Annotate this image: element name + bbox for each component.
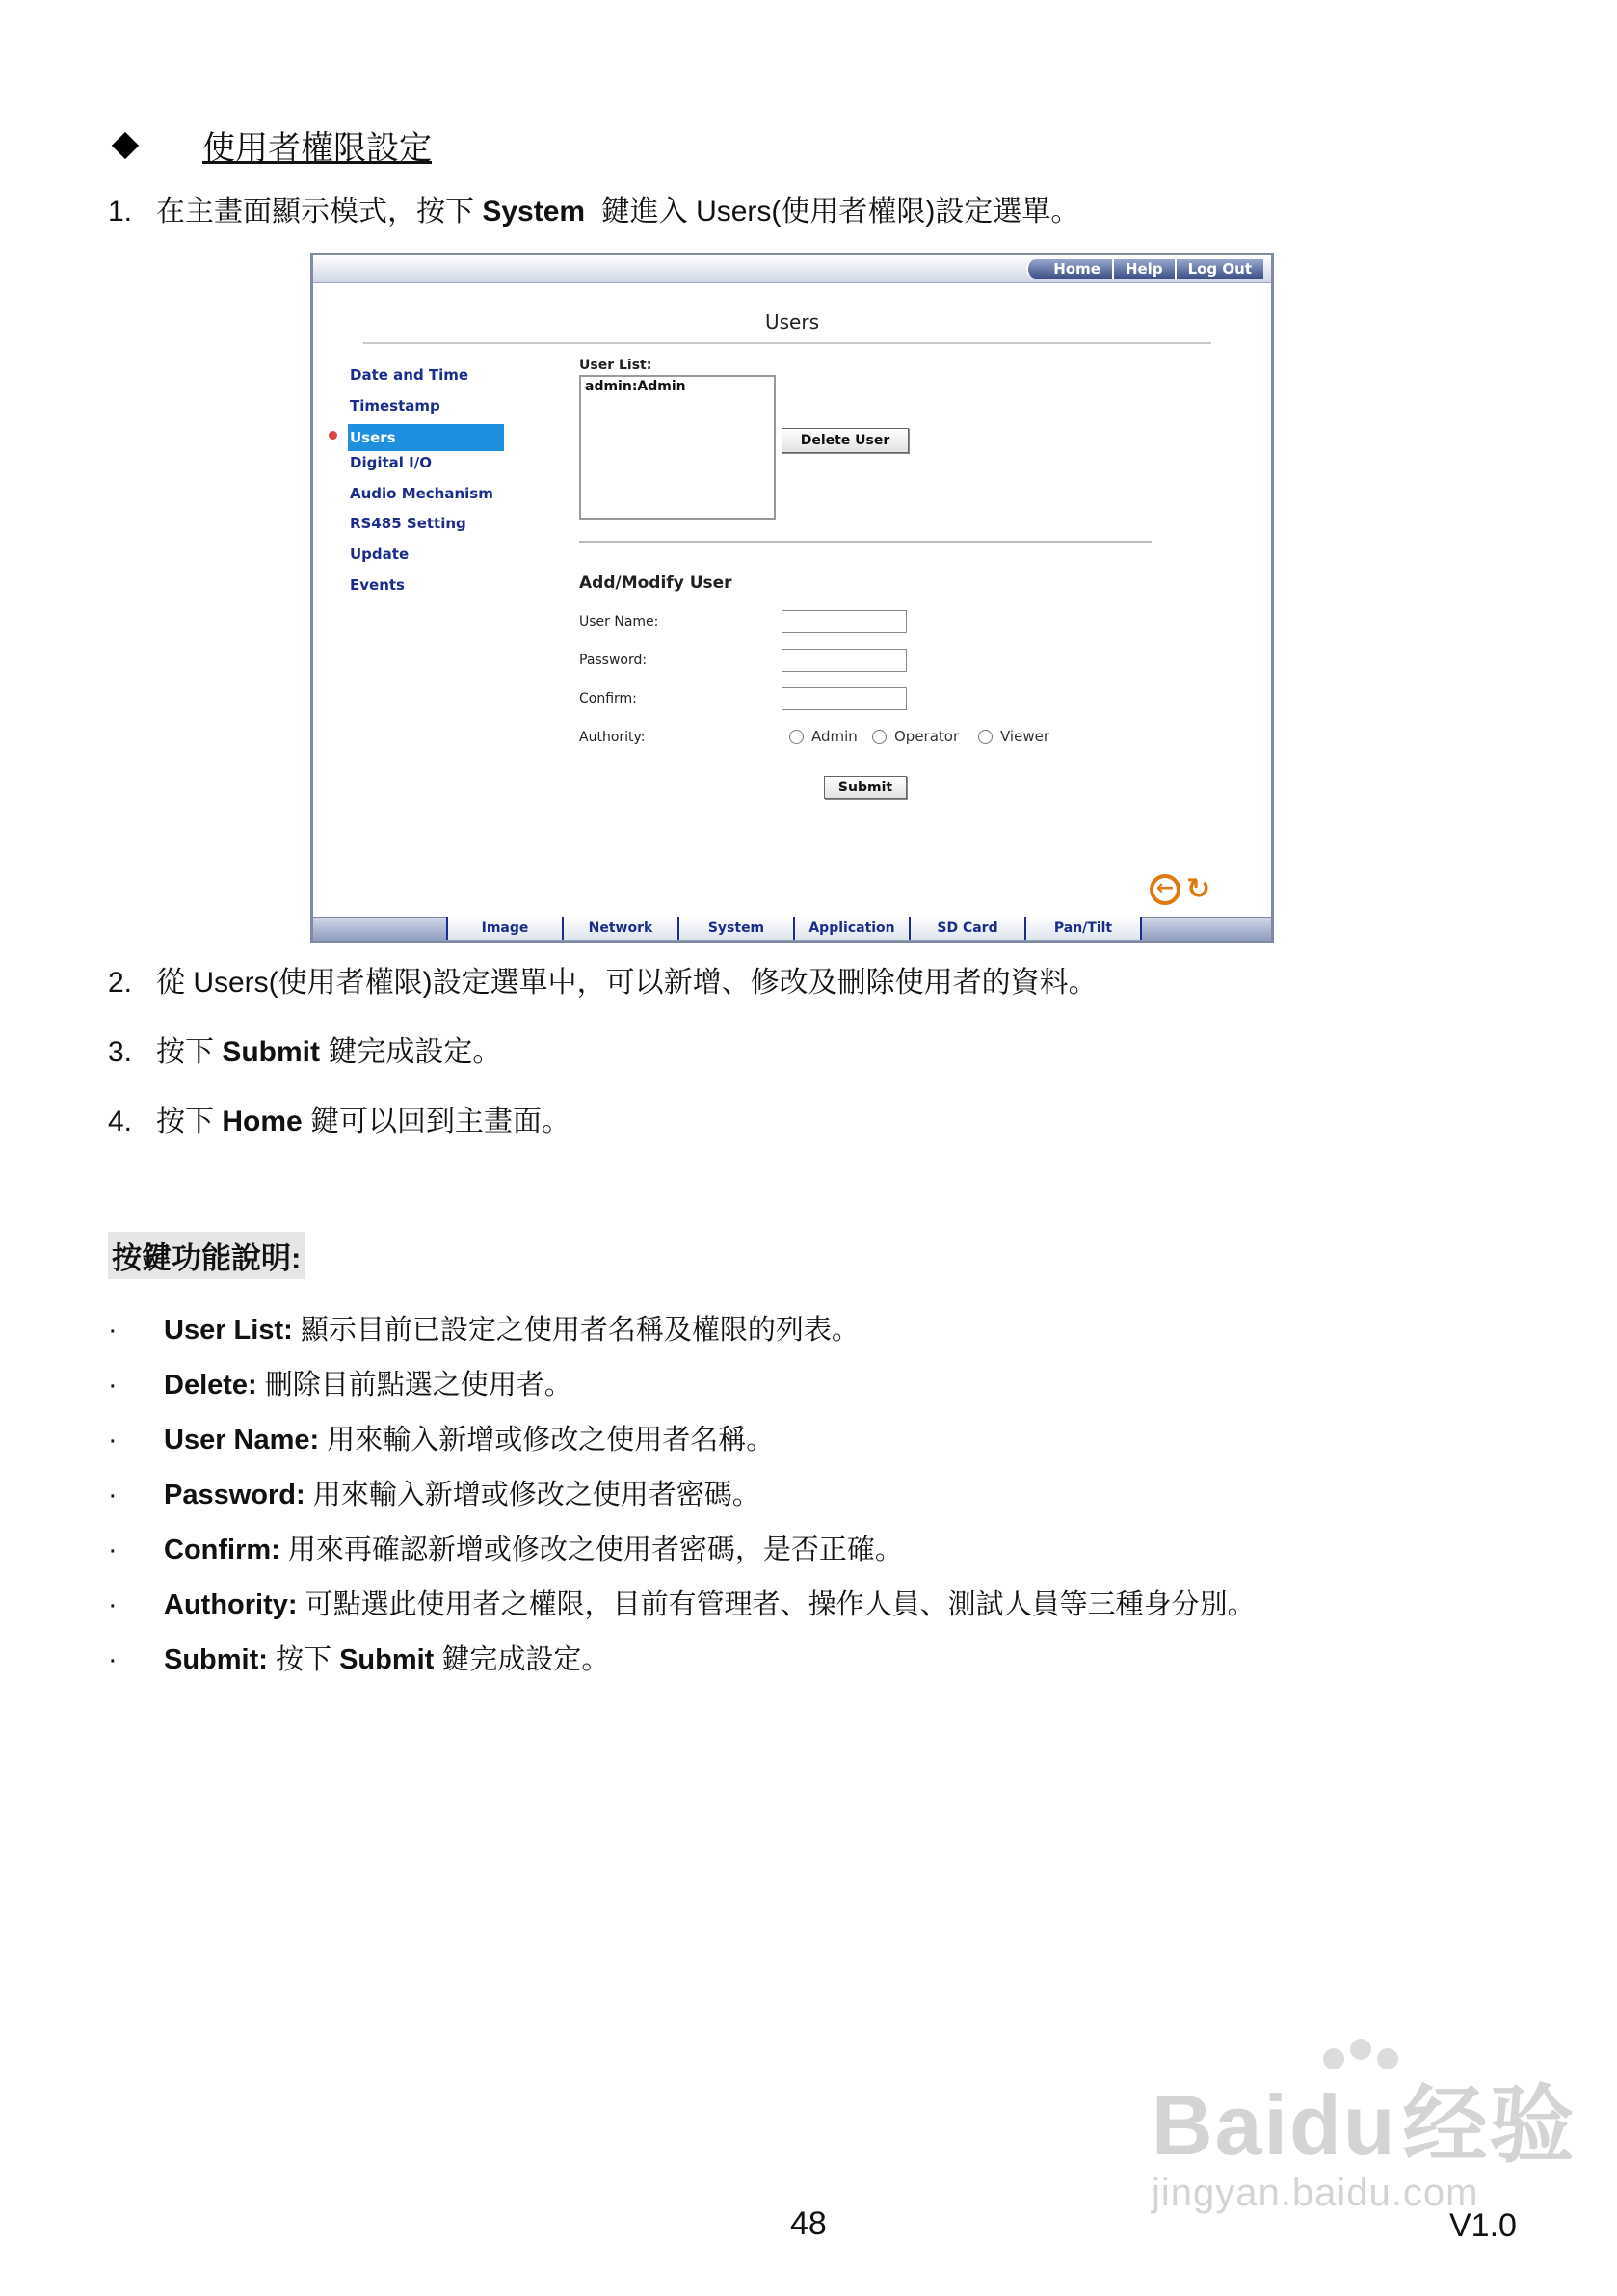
user-name-label: User Name: [579, 614, 659, 629]
settings-menu [348, 363, 504, 603]
radio-icon [872, 730, 887, 744]
baidu-watermark [1152, 2058, 1576, 2215]
password-label: Password: [579, 653, 648, 668]
bullet-authority: · Authority: 可點選此使用者之權限，目前有管理者、操作人員、測試人員等三種身分別。 [108, 1589, 1256, 1620]
logout-button[interactable]: Log Out [1175, 259, 1263, 279]
bullet-confirm: · Confirm: 用來再確認新增或修改之使用者密碼，是否正確。 [108, 1535, 903, 1565]
paw-icon [1377, 2048, 1398, 2069]
selected-indicator-icon [329, 431, 337, 440]
tab-system[interactable]: System [677, 917, 793, 940]
radio-icon [789, 730, 804, 744]
menu-item-digital-io[interactable]: Digital I/O [350, 454, 432, 472]
menu-item-timestamp[interactable]: Timestamp [350, 396, 440, 414]
bullet-user-list: · User List: 顯示目前已設定之使用者名稱及權限的列表。 [108, 1315, 860, 1346]
menu-item-rs485-setting[interactable]: RS485 Setting [350, 515, 466, 533]
home-button[interactable]: Home [1026, 259, 1112, 279]
tab-pan-tilt[interactable]: Pan/Tilt [1024, 917, 1142, 940]
bullet-user-name: · User Name: 用來輸入新增或修改之使用者名稱。 [108, 1425, 775, 1455]
key-functions-heading: 按鍵功能說明: [108, 1232, 305, 1279]
bullet-password: · Password: 用來輸入新增或修改之使用者密碼。 [108, 1480, 760, 1510]
top-nav [1026, 259, 1263, 279]
page-number: 48 [790, 2205, 827, 2242]
menu-item-users[interactable]: Users [348, 424, 504, 451]
tab-network[interactable]: Network [562, 917, 677, 940]
refresh-icon[interactable]: ↻ [1186, 872, 1211, 906]
bullet-submit: · Submit: 按下 Submit 鍵完成設定。 [108, 1644, 610, 1675]
step-2: 2. 從 Users(使用者權限)設定選單中，可以新增、修改及刪除使用者的資料。 [108, 967, 1098, 999]
radio-icon [978, 730, 993, 744]
section-title: 使用者權限設定 [116, 121, 432, 169]
diamond-bullet-icon [112, 132, 139, 159]
tab-sd-card[interactable]: SD Card [909, 917, 1024, 940]
authority-admin-radio[interactable]: Admin [789, 728, 858, 745]
paw-icon [1323, 2048, 1344, 2069]
divider [579, 541, 1152, 543]
user-list[interactable] [579, 375, 776, 520]
list-item[interactable]: admin:Admin [585, 379, 686, 394]
bottom-tabs [446, 917, 1142, 940]
menu-item-update[interactable]: Update [350, 545, 410, 563]
submit-button[interactable]: Submit [824, 776, 907, 799]
user-list-label: User List: [579, 358, 652, 373]
tab-application[interactable]: Application [793, 917, 909, 940]
users-settings-screenshot [310, 253, 1274, 943]
delete-user-button[interactable]: Delete User [782, 428, 909, 453]
password-input[interactable] [782, 649, 907, 672]
back-arrow-icon[interactable]: ← [1150, 874, 1180, 905]
divider [363, 342, 1211, 344]
bullet-delete: · Delete: 刪除目前點選之使用者。 [108, 1370, 572, 1401]
authority-label: Authority: [579, 730, 646, 745]
menu-item-audio-mechanism[interactable]: Audio Mechanism [350, 484, 493, 502]
paw-icon [1350, 2039, 1371, 2060]
step-1: 1. 在主畫面顯示模式，按下 System 鍵進入 Users(使用者權限)設定選單。 [108, 196, 1080, 227]
confirm-input[interactable] [782, 687, 907, 710]
add-modify-label: Add/Modify User [579, 574, 732, 593]
version: V1.0 [1449, 2207, 1517, 2244]
authority-operator-radio[interactable]: Operator [872, 728, 959, 745]
authority-viewer-radio[interactable]: Viewer [978, 728, 1049, 745]
tab-image[interactable]: Image [446, 917, 562, 940]
confirm-label: Confirm: [579, 691, 637, 707]
watermark-brand: Baidu经验 [1152, 2077, 1577, 2173]
help-button[interactable]: Help [1112, 259, 1175, 279]
page-title: Users [764, 310, 819, 334]
watermark-url: jingyan.baidu.com [1152, 2172, 1479, 2214]
menu-item-date-and-time[interactable]: Date and Time [350, 366, 469, 384]
user-name-input[interactable] [782, 610, 907, 633]
step-4: 4. 按下 Home 鍵可以回到主畫面。 [108, 1106, 571, 1137]
menu-item-events[interactable]: Events [350, 575, 405, 594]
step-3: 3. 按下 Submit 鍵完成設定。 [108, 1036, 502, 1068]
